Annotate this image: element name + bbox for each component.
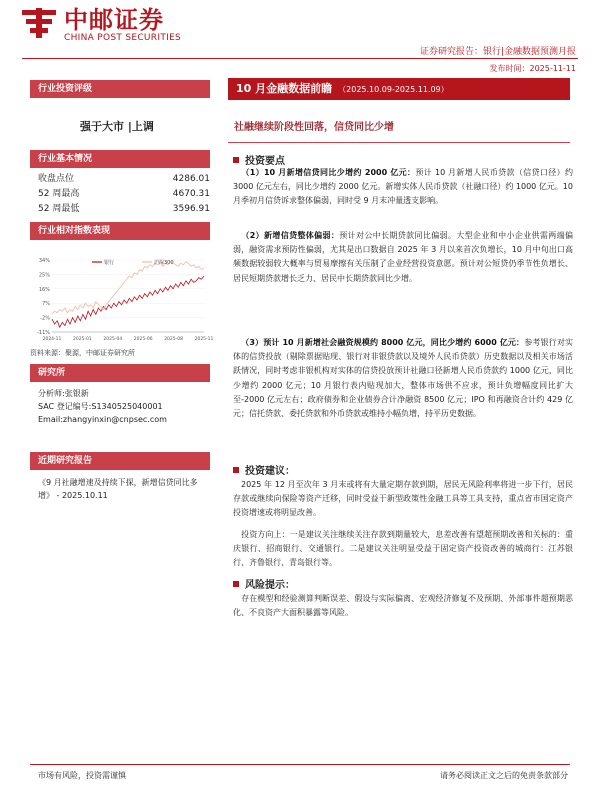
paragraph-6-body: 存在模型和经验测算判断误差、假设与实际偏离、宏观经济修复不及预期、外部事件超预期恶化、不良资产大面积暴露等风险。 — [233, 594, 573, 618]
section-risk-head — [233, 576, 295, 591]
footer-divider — [30, 764, 570, 765]
basics-value: 3596.91 — [172, 204, 210, 214]
section-points-head — [233, 152, 285, 167]
paragraph-5 — [233, 528, 573, 571]
report-date-range: （2025.10.09-2025.11.09） — [338, 85, 449, 94]
section-advice-label: 投资建议： — [245, 466, 295, 477]
chart-x-tick-label: 2025-06 — [133, 337, 153, 342]
basics-row — [38, 187, 210, 201]
section-risk-label: 风险提示： — [245, 580, 295, 591]
rating-section-head: 行业投资评级 — [30, 80, 210, 98]
analyst-section-head: 研究所 — [30, 364, 210, 382]
basics-value: 4670.31 — [172, 189, 210, 199]
chart-y-tick-label: -11% — [37, 330, 50, 336]
report-type: 证券研究报告：银行|金融数据预测月报 — [419, 47, 576, 57]
basics-label: 52 周最低 — [38, 204, 80, 214]
basics-label: 收盘点位 — [38, 174, 75, 184]
chart-x-tick-label: 2025-04 — [103, 337, 123, 342]
header-divider — [22, 58, 578, 59]
analyst-email[interactable]: Email:zhangyinxin@cnpsec.com — [38, 415, 167, 424]
chart-y-tick-label: 25% — [38, 272, 50, 279]
analyst-name: 分析师:张银新 — [38, 389, 89, 398]
basics-value: 4286.01 — [172, 174, 210, 184]
analyst-sac: SAC 登记编号:S1340525040001 — [38, 402, 163, 411]
basics-label: 52 周最高 — [38, 189, 80, 199]
paragraph-4 — [233, 478, 573, 521]
chart-x-tick-label: 2025-11 — [194, 337, 214, 342]
chart-legend-label: 沪深300 — [154, 260, 174, 266]
basics-row — [38, 172, 210, 186]
relative-index-chart — [32, 256, 214, 346]
section-points-label: 投资要点 — [245, 156, 285, 167]
report-subtitle: 社融继续阶段性回落，信贷同比少增 — [234, 122, 394, 133]
title-divider — [228, 142, 570, 143]
paragraph-3 — [233, 336, 573, 421]
footer-notice: 请务必阅读正文之后的免责条款部分 — [440, 771, 568, 780]
chart-y-tick-label: 34% — [38, 258, 50, 264]
chart-section-head: 行业相对指数表现 — [30, 222, 210, 240]
basics-section-head: 行业基本情况 — [30, 150, 210, 168]
paragraph-5-body: 投资方向上：一是建议关注继续关注存款到期量较大，息差改善有望超预期改善和关标的：重庆银行、招商银行、交通银行。二是建议关注明显受益于固定资产投资改善的城商行：江苏银行、齐鲁银行、青岛银行等。 — [233, 530, 573, 568]
industry-rating: 强于大市 |上调 — [80, 120, 154, 133]
chart-series-line-bank — [52, 276, 204, 327]
paragraph-2-body: 预计对公中长期贷款同比偏弱。大型企业和中小企业供需两端偏弱，融资需求预防性偏弱，尤其是出口数据自 2025 年 3 月以来首次负增长，10 月中旬出口高频数据较弱较大概率与贸易摩擦有关压制了企业经营投资意愿。预计对公短贷仍季节性负增长、居民短期贷款增长乏力、居民中长期贷款同比少增。 — [233, 231, 573, 283]
brand-name-cn: 中邮证券 — [64, 6, 164, 34]
chart-y-tick-label: 16% — [38, 286, 50, 293]
chart-x-tick-label: 2025-08 — [164, 337, 184, 342]
bullet-square-icon — [233, 157, 239, 163]
chart-source: 资料来源：聚源，中邮证券研究所 — [30, 349, 135, 357]
basics-row — [38, 202, 210, 216]
paragraph-1-body: 预计 10 月新增人民币贷款（信贷口径）约 3000 亿元左右，同比少增约 2000 亿元。新增实体人民币贷款（社融口径）约 1000 亿元。10 月季初月信贷诉求整体偏弱，同时受 9 月末冲量透支影响。 — [233, 168, 573, 206]
bullet-square-icon — [233, 467, 239, 473]
chart-legend-label: 银行 — [104, 260, 115, 266]
recent-section-head: 近期研究报告 — [30, 452, 210, 470]
report-title-bar — [228, 78, 570, 100]
bullet-square-icon — [233, 581, 239, 587]
paragraph-1-lead: （1）10 月新增信贷同比少增约 2000 亿元： — [241, 168, 416, 177]
footer-disclaimer: 市场有风险，投资需谨慎 — [38, 771, 126, 780]
paragraph-6 — [233, 592, 573, 620]
chart-series-line-csi300 — [52, 262, 204, 315]
recent-report-link[interactable]: 《9 月社融增速及持续下探，新增信贷同比多增》 - 2025.10.11 — [38, 478, 198, 500]
paragraph-4-body: 2025 年 12 月至次年 3 月末或将有大量定期存款到期，居民无风险利率将进一步下行，居民存款或继续向保险等资产迁移，同时受益于新型政策性金融工具等工具支持，重点省市国定资产投资增速或将明显改善。 — [233, 480, 573, 518]
paragraph-1 — [233, 166, 573, 209]
paragraph-3-body: 参考银行对实体的信贷投放（剔除票据贴现、银行对非银贷款以及境外人民币贷款）历史数据以及相关市场活跃情况，同时考虑非银机构对实体的信贷投放预计社融口径新增人民币贷款约 1000 亿元，同比少增约 2000 亿元；10 月银行表内贴现加大，整体市场供不应求，预计负增幅度同比扩大至-2000 亿元左右；政府债券和企业债券合计净融资 8500 亿元；IPO 和再融资合计约 429 亿元；信托贷款、委托贷款和外币贷款或维持小幅负增，持平历史数据。 — [233, 338, 573, 419]
paragraph-3-lead: （3）预计 10 月新增社会融资规模约 8000 亿元，同比少增约 6000 亿元： — [241, 338, 525, 347]
paragraph-2 — [233, 229, 573, 286]
brand-name-en: CHINA POST SECURITIES — [64, 33, 182, 43]
publish-date: 发布时间：2025-11-11 — [489, 64, 576, 73]
chart-y-tick-label: 7% — [42, 301, 50, 308]
paragraph-2-lead: （2）新增信贷整体偏弱： — [241, 231, 340, 240]
report-title: 10 月金融数据前瞻 — [236, 82, 333, 95]
chart-x-tick-label: 2024-11 — [42, 337, 62, 342]
company-logo-icon — [22, 8, 56, 38]
chart-y-tick-label: -2% — [40, 315, 50, 322]
section-advice-head — [233, 462, 295, 477]
chart-x-tick-label: 2025-01 — [72, 337, 92, 342]
